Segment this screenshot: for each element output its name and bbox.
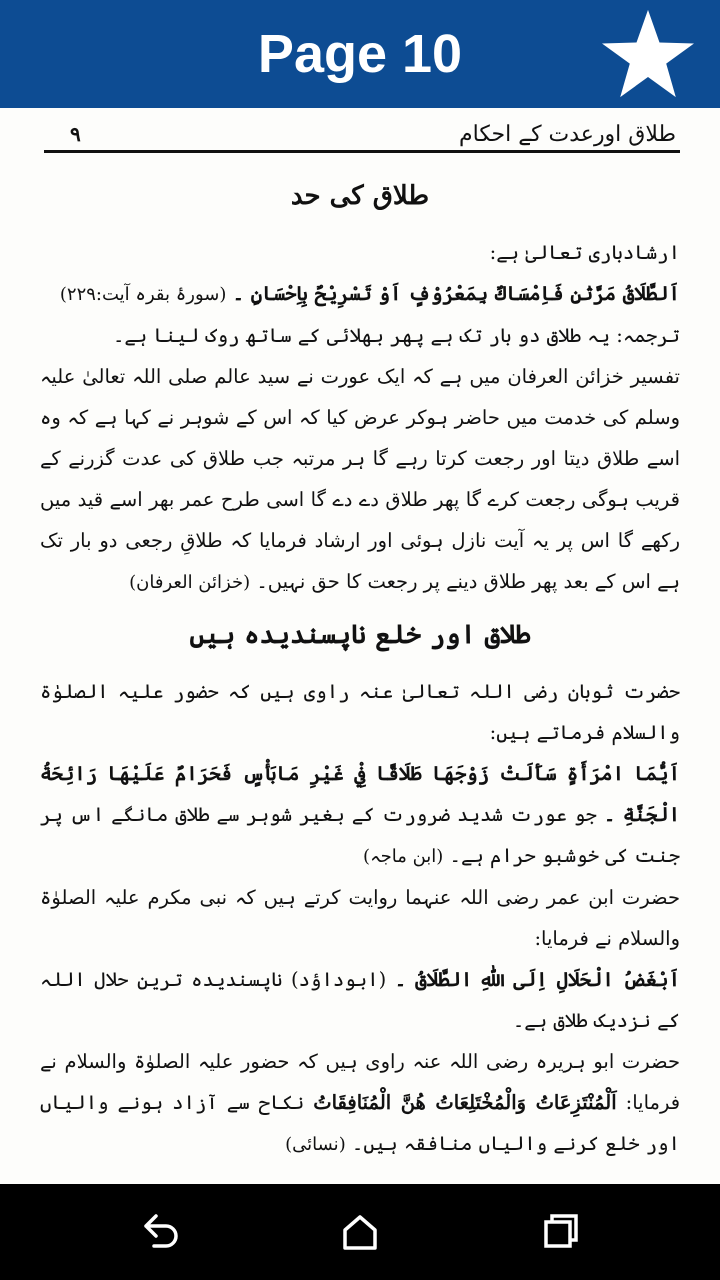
intro-line: ارشادباری تعالیٰ ہے: — [489, 241, 680, 264]
star-icon[interactable] — [600, 8, 696, 100]
running-title: طلاق اورعدت کے احکام — [459, 122, 676, 147]
hadith-reference: (ابن ماجہ) — [363, 846, 444, 867]
page-title: Page 10 — [257, 24, 463, 84]
hadith-paragraph — [40, 1041, 680, 1165]
section-heading: طلاق اور خلع ناپسندیدہ ہیں — [189, 620, 531, 650]
page-number: ۹ — [70, 122, 81, 146]
recents-icon[interactable] — [536, 1208, 584, 1256]
tafsir-reference: (خزائن العرفان) — [129, 572, 251, 593]
quran-verse: اَلطَّلَاقُ مَرَّتٰنِ فَاِمْسَاكٌ بِمَعْرُوْفٍ اَوْ تَسْرِيْحٌ بِاِحْسَانٍ ۔ — [232, 282, 680, 305]
book-page — [0, 108, 720, 1184]
tafsir-text: تفسیر خزائن العرفان میں ہے کہ ایک عورت نے سید عالم صلی اللہ تعالیٰ علیہ وسلم کی خدمت میں حاضر ہوکر عرض کیا کہ اس کے شوہر نے کہا ہے کہ وہ اسے طلاق دیتا اور رجعت کرتا رہے گا ہر مرتبہ جب طلاق کی عدت گزرنے کے قریب ہوگی رجعت کرے گا پھر طلاق دے دے گا اسی طرح عمر بھر اسے قید میں رکھے گا اس پر یہ آیت نازل ہوئی اور ارشاد فرمایا کہ طلاقِ رجعی دو بار تک ہے اس کے بعد پھر طلاق دینے پر رجعت کا حق نہیں۔ — [40, 365, 680, 593]
verse-line — [40, 273, 680, 315]
hadith-arabic: اَلْمُنْتَزِعَاتُ وَالْمُخْتَلِعَاتُ هُنَّ الْمُنَافِقَاتُ — [313, 1091, 617, 1114]
hadith-intro: حضرت ابن عمر رضی اللہ عنہما روایت کرتے ہیں کہ نبی مکرم علیہ الصلوٰۃ والسلام نے فرمایا: — [40, 886, 680, 950]
header-rule — [44, 150, 680, 153]
hadith-intro: حضرت ثوبان رضی اللہ تعالیٰ عنہ راوی ہیں کہ حضور علیہ الصلوٰۃ والسلام فرماتے ہیں: — [40, 680, 680, 744]
app-bar — [0, 0, 720, 108]
section-heading: طلاق کی حد — [290, 181, 430, 211]
back-icon[interactable] — [136, 1208, 184, 1256]
verse-reference: (سورۂ بقرہ آیت:۲۲۹) — [59, 284, 227, 305]
hadith-translation: نکاح سے آزاد ہونے والیاں اور خلع کرنے والیاں منافقہ ہیں۔ — [40, 1091, 680, 1155]
system-nav-bar — [0, 1184, 720, 1280]
home-icon[interactable] — [336, 1208, 384, 1256]
hadith-paragraph — [40, 753, 680, 877]
page-content — [40, 174, 680, 1165]
hadith-intro-text: حضرت ابو ہریرہ رضی اللہ عنہ راوی ہیں کہ حضور علیہ الصلوٰۃ والسلام نے فرمایا: — [40, 1050, 681, 1114]
hadith-paragraph — [40, 959, 680, 1041]
hadith-arabic: اَيُّمَا امْرَأَةٍ سَأَلَتْ زَوْجَهَا طَلَاقًا فِيْ غَيْرِ مَابَأْسٍ فَحَرَامٌ عَلَيْهَا رَائِحَةُ الْجَنَّةِ ۔ — [40, 762, 681, 826]
hadith-translation: (ابوداؤد) ناپسندیدہ ترین حلال اللہ کے نزدیک طلاق ہے۔ — [40, 968, 680, 1032]
translation-line: ترجمہ: یہ طلاق دو بار تک ہے پھر بھلائی کے ساتھ روک لینا ہے۔ — [112, 324, 680, 347]
hadith-arabic: اَبْغَضُ الْحَلَالِ اِلَى اللّٰهِ الطَّلَاقُ ۔ — [394, 968, 680, 991]
hadith-reference: (نسائی) — [285, 1134, 346, 1155]
tafsir-paragraph — [40, 356, 680, 603]
hadith-translation: جو عورت شدید ضرورت کے بغیر شوہر سے طلاق مانگے اس پر جنت کی خوشبو حرام ہے۔ — [40, 803, 680, 867]
